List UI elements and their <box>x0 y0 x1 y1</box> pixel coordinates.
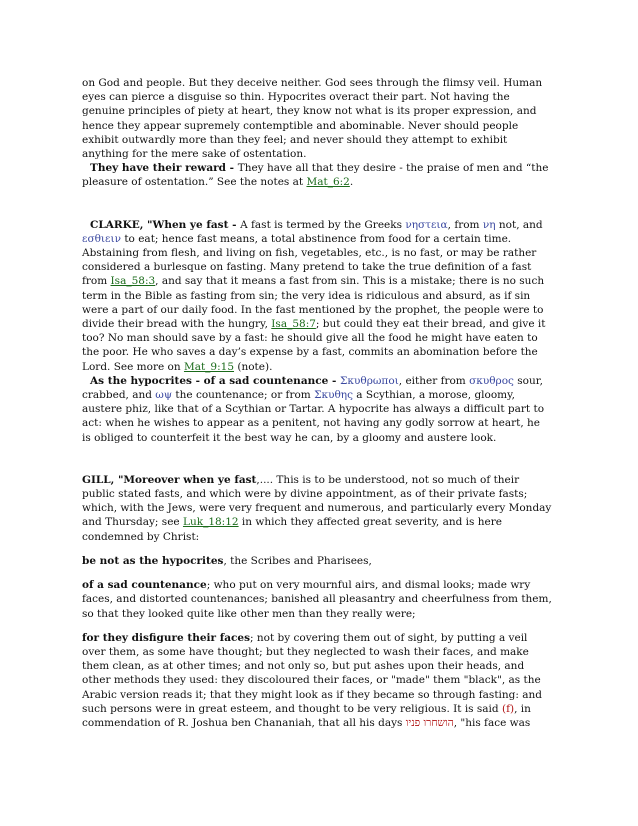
text-gill-1: ,.... This is to be understood, not so much of their public stated fasts, and which were by divine appointment, as of their private fasts; which, with the Jews, were very frequent and numerous, and particularly every Monday and Thursday; see <box>82 473 552 529</box>
text-clarke-3: not, and <box>495 218 543 231</box>
paragraph-reward <box>82 161 552 189</box>
spacer <box>82 544 552 554</box>
paragraph-gill-sad-countenance <box>82 578 552 621</box>
text-disfigure-2: , in commendation of R. Joshua ben Chananiah, that all his days <box>82 702 531 729</box>
greek-word-skythes: Σκυθης <box>314 389 353 402</box>
spacer <box>82 568 552 578</box>
text-hypocrites-3: the countenance; or from <box>172 389 315 402</box>
link-mat-9-15[interactable]: Mat_9:15 <box>183 360 235 373</box>
greek-word-skythropoi: Σκυθρωποι <box>340 374 399 387</box>
document-page <box>82 76 552 730</box>
greek-word-ne: νη <box>482 218 496 231</box>
greek-word-nesteia: νηστεια <box>405 218 448 231</box>
text-clarke-4: to eat; hence fast means, a total abstinence from food for a certain time. Abstaining from flesh, and living on fish, vegetables, etc., is no fast, or may be rather considered a burlesque on fasting. Many pretend to take the true definition of a fast from <box>82 232 537 288</box>
spacer <box>82 190 552 218</box>
heading-hypocrites: As the hypocrites - of a sad countenance - <box>90 374 340 387</box>
link-isa-58-3[interactable]: Isa_58:3 <box>110 275 156 288</box>
paragraph-commentary-end: on God and people. But they deceive neither. God sees through the flimsy veil. Human eyes can pierce a disguise so thin. Hypocrites overact their part. Not having the genuine principles of piety at heart, they know not what is its proper expression, and hence they appear supremely contemptible and abominable. Never should people exhibit outwardly more than they feel; and never should they attempt to exhibit anything for the mere sake of ostentation. <box>82 77 543 161</box>
text-gill-2: in which they affected great severity, and is here condemned by Christ: <box>82 516 502 543</box>
text-hypocrites-2: sour, crabbed, and <box>82 374 543 402</box>
text-gill-hypocrites: , the Scribes and Pharisees, <box>223 554 372 567</box>
spacer <box>82 445 552 473</box>
link-mat-6-2[interactable]: Mat_6:2 <box>306 176 350 189</box>
text-clarke-6: ; but could they eat their bread, and give it too? No man should save by a fast: he should give all the food he might have eaten to the poor. He who saves a day’s expense by a fast, commits an abomination before the Lord. See more on <box>82 318 546 373</box>
text-clarke-7: (note). <box>234 360 273 373</box>
paragraph-gill-disfigure <box>82 631 552 730</box>
text-clarke-2: , from <box>447 218 483 231</box>
paragraph-clarke-hypocrites <box>82 374 552 445</box>
text-hypocrites-1: , either from <box>398 374 470 387</box>
text-clarke-1: A fast is termed by the Greeks <box>240 218 406 231</box>
text-disfigure-1: ; not by covering them out of sight, by putting a veil over them, as some have thought; but they neglected to wash their faces, and make them clean, as at other times; and not only so, but put ashes upon their heads, and other methods they used: they discoloured their faces, or "made" them "black", as the Arabic version reads it; that they might look as if they became so through fasting: and such persons were in great esteem, and thought to be very religious. It is said <box>82 631 542 715</box>
text-clarke-5: , and say that it means a fast from sin. This is a mistake; there is no such term in the Bible as fasting from sin; the very idea is ridiculous and absurd, as if sin were a part of our daily food. In the fast mentioned by the prophet, the people were to divide their bread with the hungry, <box>82 275 545 331</box>
heading-disfigure-faces: for they disfigure their faces <box>82 631 250 644</box>
link-isa-58-7[interactable]: Isa_58:7 <box>271 318 316 331</box>
heading-sad-countenance: of a sad countenance <box>82 579 207 592</box>
hebrew-phrase: הושחרו פניו <box>405 716 454 729</box>
greek-word-esthiein: εσθιειν <box>82 232 121 245</box>
greek-word-skythros: σκυθρος <box>469 374 514 387</box>
spacer <box>82 621 552 631</box>
text-disfigure-3: , "his face was <box>453 716 531 729</box>
text-reward-end: . <box>349 176 354 189</box>
greek-word-ops: ωψ <box>155 389 173 402</box>
heading-clarke: CLARKE, "When ye fast - <box>90 218 241 231</box>
text-sad-countenance: ; who put on very mournful airs, and dismal looks; made wry faces, and distorted countenances; banished all pleasantry and cheerfulness from them, so that they looked quite like other men than they really were; <box>82 579 552 620</box>
text-reward: They have all that they desire - the praise of men and “the pleasure of ostentation.” See the notes at <box>82 162 549 189</box>
footnote-marker-f[interactable]: (f) <box>501 702 515 715</box>
paragraph-gill <box>82 473 552 544</box>
heading-gill: GILL, "Moreover when ye fast <box>82 473 257 486</box>
heading-be-not-as-hypocrites: be not as the hypocrites <box>82 554 224 567</box>
heading-reward: They have their reward - <box>90 162 238 175</box>
paragraph-gill-hypocrites <box>82 554 552 568</box>
text-hypocrites-4: a Scythian, a morose, gloomy, austere phiz, like that of a Scythian or Tartar. A hypocrite has always a difficult part to act: when he wishes to appear as a penitent, not having any godly sorrow at heart, he is obliged to counterfeit it the best way he can, by a gloomy and austere look. <box>82 389 545 444</box>
link-luk-18-12[interactable]: Luk_18:12 <box>182 516 239 529</box>
paragraph-clarke <box>82 218 552 374</box>
